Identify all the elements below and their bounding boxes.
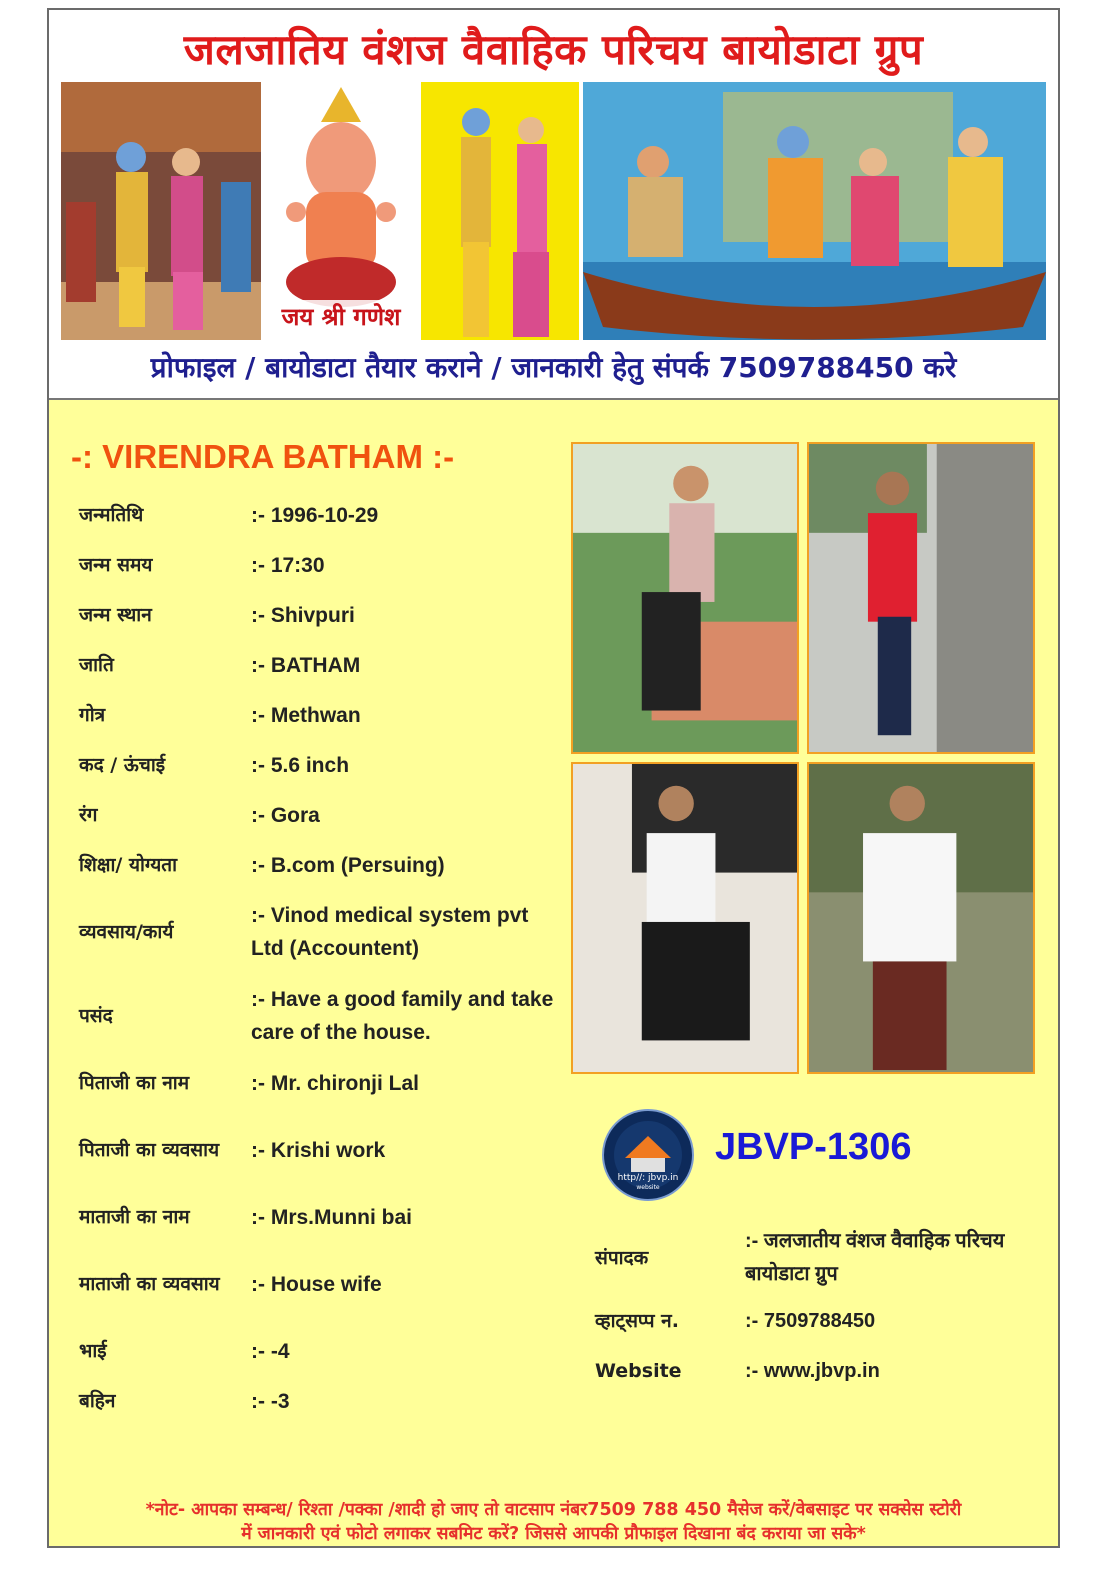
- detail-value: :- 17:30: [251, 553, 325, 577]
- detail-value: :- 5.6 inch: [251, 753, 350, 777]
- ram-sita-yellow-image: [421, 82, 579, 340]
- detail-row: [79, 490, 559, 540]
- detail-row: [79, 1326, 559, 1376]
- detail-row: [79, 640, 559, 690]
- detail-label: जन्म स्थान: [79, 604, 152, 626]
- ganesh-image: [266, 82, 416, 340]
- detail-value: :- -3: [251, 1389, 290, 1413]
- contact-row: [595, 1296, 1045, 1346]
- logo-text: http//: jbvp.in: [617, 1173, 679, 1183]
- detail-value: :- Mrs.Munni bai: [251, 1205, 412, 1229]
- detail-value: :- House wife: [251, 1272, 382, 1296]
- contact-label: संपादक: [595, 1247, 649, 1269]
- footer-note: [49, 1498, 1058, 1546]
- detail-row: [79, 740, 559, 790]
- detail-value: :- -4: [251, 1339, 290, 1363]
- detail-row: [79, 790, 559, 840]
- detail-value: :- Krishi work: [251, 1138, 386, 1162]
- detail-row: [79, 974, 559, 1058]
- detail-label: कद / ऊंचाई: [79, 754, 166, 776]
- logo-subtext: website: [636, 1184, 660, 1191]
- details-list: [79, 490, 559, 1426]
- detail-value: :- Mr. chironji Lal: [251, 1071, 420, 1095]
- profile-code: JBVP-1306: [715, 1126, 912, 1168]
- banner-contact-line: प्रोफाइल / बायोडाटा तैयार कराने / जानकारी हेतु संपर्क 7509788450 करे: [150, 351, 957, 384]
- profile-photo-4: [807, 762, 1035, 1074]
- profile-photo-3: [571, 762, 799, 1074]
- candidate-name: -: VIRENDRA BATHAM :-: [71, 438, 455, 475]
- detail-value: :- Vinod medical system pvt Ltd (Accountent): [251, 904, 529, 960]
- biodata-body: [49, 398, 1058, 1546]
- detail-row: [79, 1058, 559, 1108]
- contact-label: Website: [595, 1360, 682, 1382]
- contact-row: [595, 1220, 1045, 1296]
- detail-label: पिताजी का नाम: [79, 1072, 190, 1094]
- detail-value: :- B.com (Persuing): [251, 853, 445, 877]
- detail-label: पसंद: [79, 1005, 113, 1027]
- contact-label: व्हाट्सप्प न.: [595, 1310, 679, 1332]
- note-line-2: में जानकारी एवं फोटो लगाकर सबमिट करें? जिससे आपकी प्रौफाइल दिखाना बंद कराया जा सके*: [241, 1524, 866, 1544]
- detail-label: व्यवसाय/कार्य: [79, 921, 174, 943]
- detail-value: :- Gora: [251, 803, 320, 827]
- contact-row: [595, 1346, 1045, 1396]
- detail-label: जन्म समय: [79, 554, 153, 576]
- detail-label: शिक्षा/ योग्यता: [79, 854, 177, 876]
- detail-label: जन्मतिथि: [79, 504, 144, 526]
- detail-value: :- BATHAM: [251, 653, 361, 677]
- detail-row: [79, 690, 559, 740]
- detail-label: जाति: [79, 654, 114, 676]
- biodata-card: [47, 8, 1060, 1548]
- detail-row: [79, 590, 559, 640]
- banner-images: [61, 82, 1046, 340]
- ram-sita-image: [61, 82, 261, 340]
- contact-value: :- 7509788450: [745, 1309, 876, 1332]
- banner-title: जलजातिय वंशज वैवाहिक परिचय बायोडाटा ग्रुप: [183, 25, 924, 74]
- detail-row: [79, 540, 559, 590]
- detail-row: [79, 840, 559, 890]
- ganesh-caption: जय श्री गणेश: [266, 300, 416, 333]
- detail-value: :- 1996-10-29: [251, 503, 379, 527]
- contact-section: [595, 1220, 1045, 1396]
- jbvp-logo: [601, 1108, 695, 1202]
- contact-value[interactable]: :- www.jbvp.in: [745, 1359, 880, 1382]
- detail-label: रंग: [79, 804, 98, 826]
- detail-label: बहिन: [79, 1390, 116, 1412]
- detail-label: गोत्र: [79, 704, 106, 726]
- contact-value: :- जलजातीय वंशज वैवाहिक परिचय बायोडाटा ग्रुप: [745, 1230, 1005, 1285]
- detail-row: [79, 890, 559, 974]
- profile-photo-2: [807, 442, 1035, 754]
- detail-value: :- Shivpuri: [251, 603, 355, 627]
- detail-label: भाई: [79, 1340, 107, 1362]
- detail-label: माताजी का व्यवसाय: [79, 1273, 220, 1295]
- detail-row: [79, 1376, 559, 1426]
- detail-value: :- Have a good family and take care of the house.: [251, 988, 554, 1044]
- detail-row: [79, 1192, 559, 1242]
- note-line-1: *नोट- आपका सम्बन्ध/ रिश्ता /पक्का /शादी हो जाए तो वाटसाप नंबर7509 788 450 मैसेज करें/वेबसाइट पर सक्सेस स्टोरी: [145, 1500, 962, 1520]
- detail-row: [79, 1242, 559, 1326]
- detail-label: पिताजी का व्यवसाय: [79, 1139, 220, 1161]
- boat-scene-image: [583, 82, 1046, 340]
- detail-value: :- Methwan: [251, 703, 361, 727]
- profile-photo-1: [571, 442, 799, 754]
- detail-row: [79, 1108, 559, 1192]
- detail-label: माताजी का नाम: [79, 1206, 190, 1228]
